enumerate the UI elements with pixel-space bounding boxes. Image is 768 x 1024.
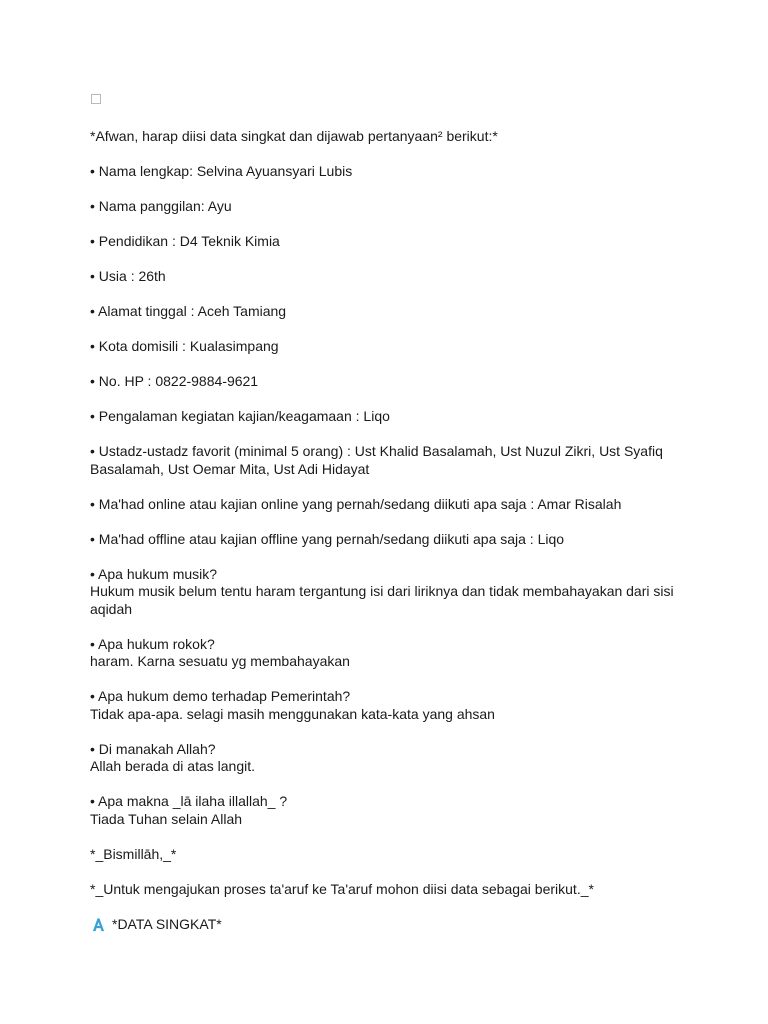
answer: Hukum musik belum tentu haram tergantung isi dari liriknya dan tidak membahayakan dari sisi aqidah [90, 583, 674, 617]
document-page [90, 94, 690, 933]
question: • Apa hukum musik? [90, 565, 218, 582]
field-hp: • No. HP : 0822-9884-9621 [90, 373, 259, 389]
field-mahad-offline: • Ma'had offline atau kajian offline yang pernah/sedang diikuti apa saja : Liqo [90, 530, 565, 547]
field-nama-lengkap: • Nama lengkap: Selvina Ayuansyari Lubis [90, 163, 353, 179]
qa-musik [90, 566, 690, 619]
answer: Tiada Tuhan selain Allah [90, 810, 243, 827]
qa-makna [90, 793, 690, 828]
ajukan-text: *_Untuk mengajukan proses ta'aruf ke Ta'aruf mohon diisi data sebagai berikut._* [90, 880, 594, 897]
qa-rokok [90, 636, 690, 671]
answer: Allah berada di atas langit. [90, 758, 255, 774]
question: • Apa makna _lā ilaha illallah_ ? [90, 793, 288, 809]
answer: Tidak apa-apa. selagi masih menggunakan kata-kata yang ahsan [90, 705, 495, 722]
field-pendidikan: • Pendidikan : D4 Teknik Kimia [90, 233, 280, 249]
question: • Apa hukum rokok? [90, 635, 215, 652]
qa-allah [90, 741, 690, 776]
data-singkat-heading [90, 916, 690, 934]
field-ustadz: • Ustadz-ustadz favorit (minimal 5 orang) : Ust Khalid Basalamah, Ust Nuzul Zikri, Ust Syafiq Basalamah, Ust Oemar Mita, Ust Adi Hidayat [90, 443, 663, 477]
missing-glyph-icon [91, 94, 101, 104]
intro-text: *Afwan, harap diisi data singkat dan dijawab pertanyaan² berikut:* [90, 128, 498, 144]
field-pengalaman: • Pengalaman kegiatan kajian/keagamaan : Liqo [90, 408, 390, 424]
data-singkat-label: *DATA SINGKAT* [112, 915, 222, 932]
bismillah-text: *_Bismillāh,_* [90, 845, 177, 862]
field-kota: • Kota domisili : Kualasimpang [90, 338, 279, 354]
answer: haram. Karna sesuatu yg membahayakan [90, 653, 350, 669]
field-nama-panggilan: • Nama panggilan: Ayu [90, 198, 232, 214]
question: • Di manakah Allah? [90, 740, 216, 757]
field-alamat: • Alamat tinggal : Aceh Tamiang [90, 303, 287, 319]
question: • Apa hukum demo terhadap Pemerintah? [90, 688, 351, 704]
letter-a-icon [91, 917, 106, 932]
field-mahad-online: • Ma'had online atau kajian online yang pernah/sedang diikuti apa saja : Amar Risalah [90, 495, 622, 512]
qa-demo [90, 688, 690, 723]
field-usia: • Usia : 26th [90, 268, 166, 284]
